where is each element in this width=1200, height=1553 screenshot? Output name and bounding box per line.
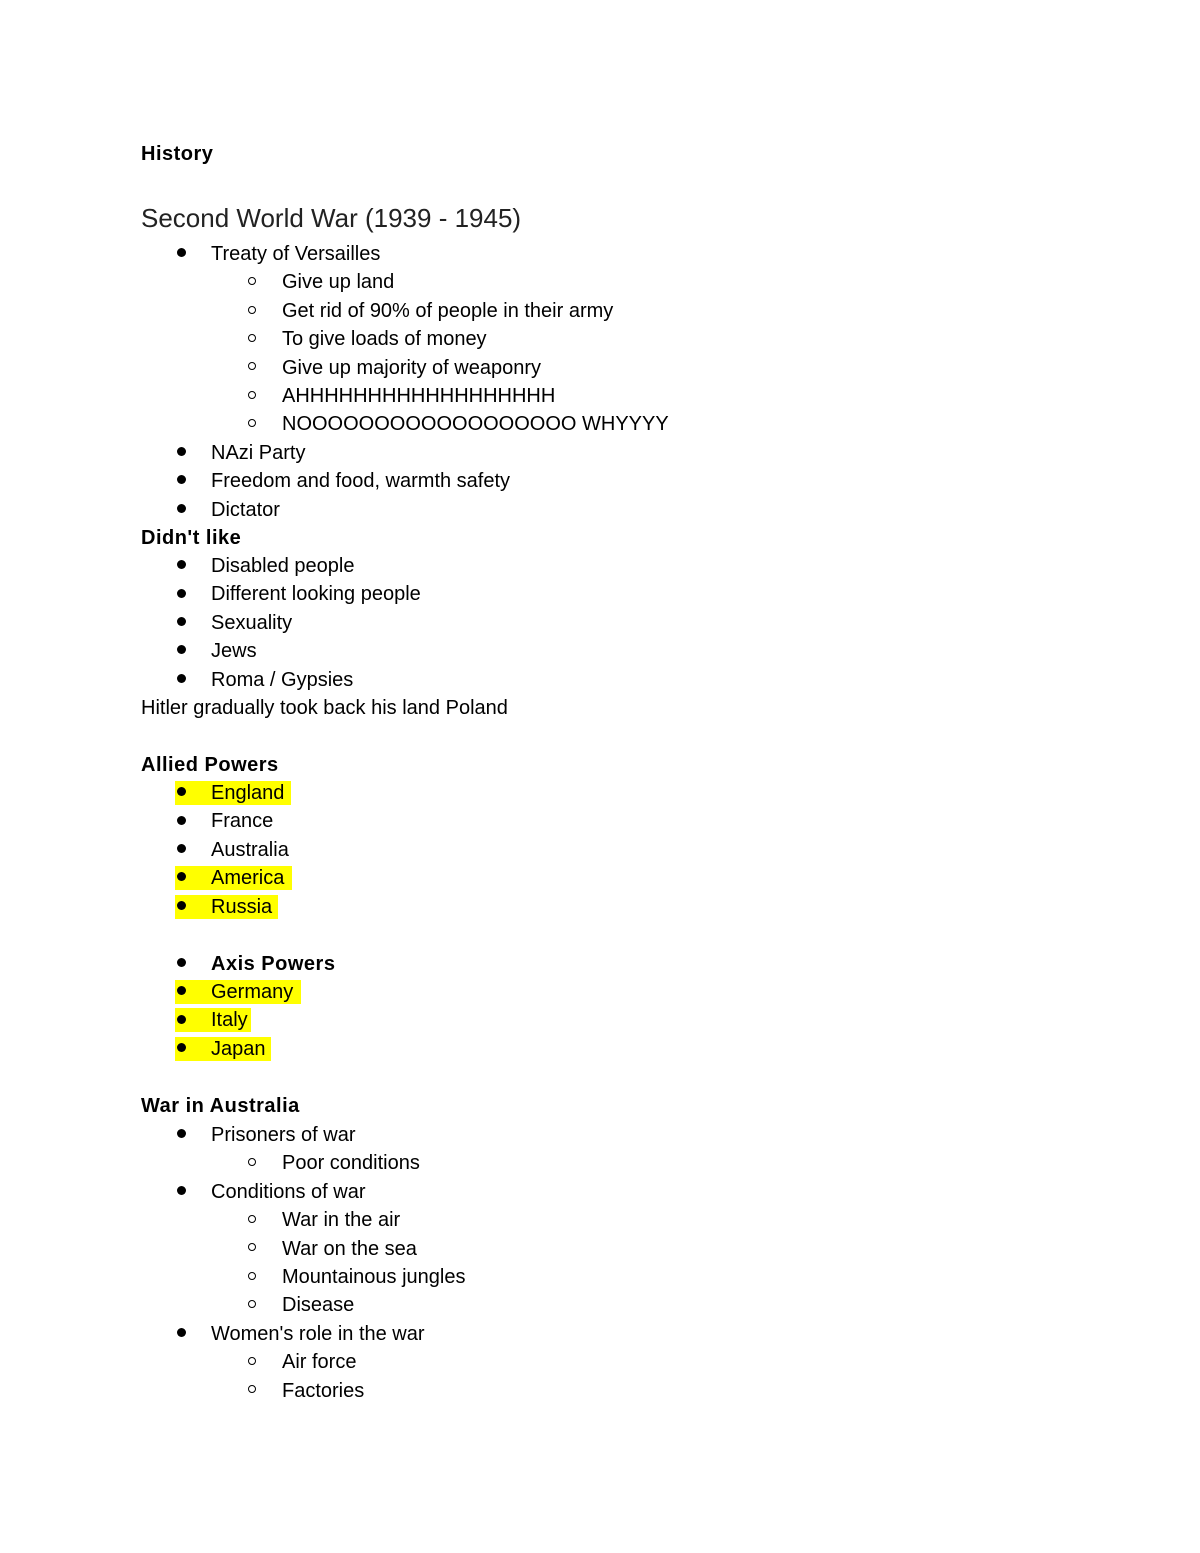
list-item-text: War in the air	[282, 1209, 401, 1232]
list-item-text: Different looking people	[211, 583, 421, 606]
list-item	[0, 609, 1000, 637]
hollow-bullet-icon	[248, 391, 256, 399]
hollow-bullet-icon	[248, 1158, 256, 1166]
list-item	[0, 1178, 1000, 1206]
list-item-text: Give up majority of weaponry	[282, 356, 542, 379]
list-item	[0, 382, 1000, 410]
bullet-icon	[177, 589, 186, 598]
list-item	[0, 268, 1000, 296]
list-item-text: Jews	[211, 640, 257, 663]
hollow-bullet-icon	[248, 1272, 256, 1280]
war-in-australia-heading: War in Australia	[141, 1095, 300, 1117]
list-item	[0, 1006, 1000, 1034]
list-item-text: Disabled people	[211, 555, 355, 577]
list-item-text: Give up land	[282, 271, 395, 294]
bullet-icon	[177, 816, 186, 825]
list-item	[0, 467, 1000, 495]
list-item-text: Mountainous jungles	[282, 1266, 466, 1288]
list-item-text: Women's role in the war	[211, 1322, 425, 1345]
bullet-icon	[177, 1043, 186, 1052]
page-title: Second World War (1939 - 1945)	[141, 203, 522, 233]
bullet-icon	[177, 901, 186, 910]
list-item-text: Poor conditions	[282, 1152, 420, 1175]
list-item	[0, 779, 1000, 807]
list-item	[0, 1149, 1000, 1177]
list-item-text: NAzi Party	[211, 441, 306, 464]
list-item-text: Australia	[211, 838, 289, 861]
list-item-text: Sexuality	[211, 611, 293, 634]
list-item	[0, 666, 1000, 694]
list-item-text: Air force	[282, 1351, 357, 1374]
poland-note: Hitler gradually took back his land Poland	[141, 697, 508, 719]
hollow-bullet-icon	[248, 419, 256, 427]
list-item	[0, 836, 1000, 864]
bullet-icon	[177, 958, 186, 967]
bullet-icon	[177, 504, 186, 513]
list-item-text: Dictator	[211, 498, 280, 521]
list-item	[0, 240, 1000, 268]
list-item	[0, 1320, 1000, 1348]
list-item	[0, 1121, 1000, 1149]
list-item-text: Conditions of war	[211, 1180, 366, 1203]
list-item-text: Roma / Gypsies	[211, 668, 354, 691]
list-item	[0, 1377, 1000, 1405]
list-item-text: War on the sea	[282, 1237, 417, 1260]
list-item	[0, 410, 1000, 438]
bullet-icon	[177, 872, 186, 881]
hollow-bullet-icon	[248, 306, 256, 314]
allied-powers-heading: Allied Powers	[141, 754, 279, 776]
bullet-icon	[177, 475, 186, 484]
list-item	[0, 1291, 1000, 1319]
bullet-icon	[177, 1129, 186, 1138]
bullet-icon	[177, 248, 186, 257]
hollow-bullet-icon	[248, 1215, 256, 1223]
list-item-text: Freedom and food, warmth safety	[211, 470, 511, 493]
list-item	[0, 1035, 1000, 1063]
list-item-text: America	[211, 867, 285, 890]
bullet-icon	[177, 844, 186, 853]
list-item	[0, 1206, 1000, 1234]
list-item	[0, 1235, 1000, 1263]
list-item	[0, 637, 1000, 665]
list-item-text: Prisoners of war	[211, 1124, 356, 1146]
axis-powers-heading-item	[0, 950, 600, 978]
list-item-text: Disease	[282, 1294, 355, 1317]
list-item	[0, 552, 1000, 580]
hollow-bullet-icon	[248, 277, 256, 285]
bullet-icon	[177, 617, 186, 626]
list-item-text: England	[211, 782, 285, 804]
subject-heading: History	[141, 143, 214, 165]
list-item-text: To give loads of money	[282, 328, 487, 351]
bullet-icon	[177, 447, 186, 456]
list-item-text: Italy	[211, 1009, 248, 1032]
hollow-bullet-icon	[248, 334, 256, 342]
hollow-bullet-icon	[248, 1243, 256, 1251]
list-item-text: Japan	[211, 1037, 266, 1060]
list-item-text: Factories	[282, 1379, 365, 1402]
list-item-text: Get rid of 90% of people in their army	[282, 299, 614, 322]
bullet-icon	[177, 986, 186, 995]
list-item-text: Russia	[211, 895, 273, 918]
hollow-bullet-icon	[248, 1300, 256, 1308]
list-item-text: NOOOOOOOOOOOOOOOOOO WHYYYY	[282, 413, 669, 436]
hollow-bullet-icon	[248, 1357, 256, 1365]
bullet-icon	[177, 1328, 186, 1337]
bullet-icon	[177, 1186, 186, 1195]
list-item	[0, 893, 1000, 921]
bullet-icon	[177, 1015, 186, 1024]
list-item-text: AHHHHHHHHHHHHHHHHHH	[282, 385, 556, 407]
bullet-icon	[177, 560, 186, 569]
list-item	[0, 439, 1000, 467]
list-item	[0, 1348, 1000, 1376]
list-item-text: Germany	[211, 981, 294, 1003]
list-item	[0, 978, 1000, 1006]
list-item	[0, 325, 1000, 353]
bullet-icon	[177, 787, 186, 796]
list-item	[0, 864, 1000, 892]
list-item	[0, 580, 1000, 608]
list-item	[0, 354, 1000, 382]
list-item-text: France	[211, 810, 274, 833]
list-item	[0, 297, 1000, 325]
list-item	[0, 1263, 1000, 1291]
bullet-icon	[177, 645, 186, 654]
didnt-like-heading: Didn't like	[141, 527, 242, 549]
hollow-bullet-icon	[248, 1385, 256, 1393]
axis-powers-heading: Axis Powers	[211, 953, 336, 975]
list-item-text: Treaty of Versailles	[211, 243, 381, 265]
list-item	[0, 807, 1000, 835]
list-item	[0, 496, 1000, 524]
bullet-icon	[177, 674, 186, 683]
hollow-bullet-icon	[248, 362, 256, 370]
